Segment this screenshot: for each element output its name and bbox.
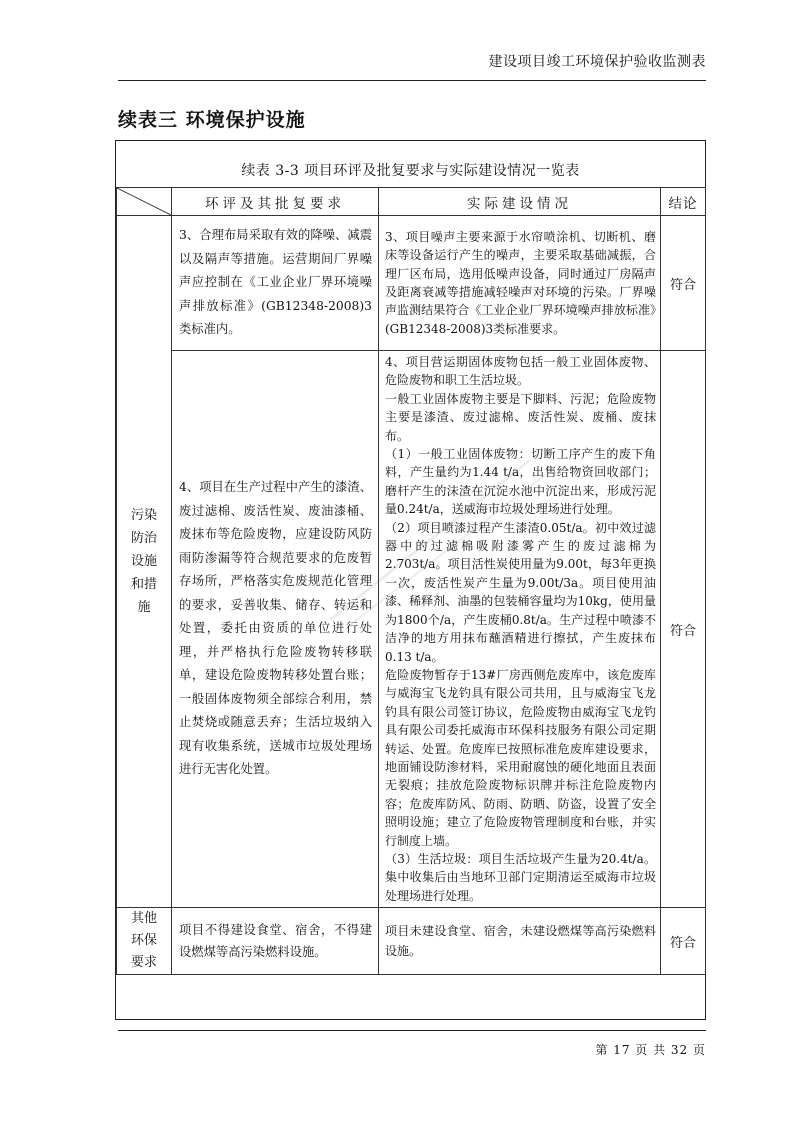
actual-cell: 项目未建设食堂、宿舍，未建设燃煤等高污染燃料设施。 [379, 908, 661, 975]
document-header: 建设项目竣工环境保护验收监测表 [488, 54, 706, 70]
footer-divider [118, 1030, 706, 1031]
category-cell-pollution [117, 216, 172, 908]
section-title: 续表三 环境保护设施 [118, 109, 306, 131]
requirements-table [116, 187, 706, 975]
actual-paragraph: （3）生活垃圾：项目生活垃圾产生量为20.4t/a。集中收集后由当地环卫部门定期清运至威海市垃圾处理场进行处理。 [385, 851, 656, 903]
diagonal-header-cell [117, 188, 172, 216]
requirement-cell: 项目不得建设食堂、宿舍，不得建设燃煤等高污染燃料设施。 [172, 908, 379, 975]
column-header-conclusion: 结论 [661, 188, 706, 216]
diagonal-line-icon [117, 188, 171, 215]
header-divider [118, 80, 706, 81]
category-label: 其他环保要求 [130, 911, 157, 971]
requirement-cell: 3、合理布局采取有效的降噪、减震以及隔声等措施。运营期间厂界噪声应控制在《工业企业厂界环境噪声排放标准》(GB12348-2008)3类标准内。 [172, 216, 379, 351]
actual-paragraph: 4、项目营运期固体废物包括一般工业固体废物、危险废物和职工生活垃圾。 [385, 355, 656, 388]
column-header-actual: 实际建设情况 [379, 188, 661, 216]
conclusion-cell: 符合 [661, 216, 706, 351]
table-header-row [117, 188, 706, 216]
table-caption: 续表 3-3 项目环评及批复要求与实际建设情况一览表 [241, 163, 580, 179]
category-cell-other [117, 908, 172, 975]
actual-paragraph: （1）一般工业固体废物：切断工序产生的废下角料，产生量约为1.44 t/a，出售给物资回收部门；磨杆产生的沫渣在沉淀水池中沉淀出来，形成污泥量0.24t/a，送威海市垃圾处理场进行处理。 [385, 447, 656, 517]
column-header-requirement: 环评及其批复要求 [172, 188, 379, 216]
page-number: 第 17 页 共 32 页 [595, 1043, 706, 1057]
requirement-cell: 4、项目在生产过程中产生的漆渣、废过滤棉、废活性炭、废油漆桶、废抹布等危险废物，应建设防风防雨防渗漏等符合规范要求的危废暂存场所，严格落实危废规范化管理的要求，妥善收集、储存、转运和处置，委托由资质的单位进行处理，并严格执行危险废物转移联单，建设危险废物转移处置台账；一般固体废物须全部综合利用，禁止焚烧或随意丢弃；生活垃圾纳入现有收集系统，送城市垃圾处理场进行无害化处置。 [172, 351, 379, 908]
conclusion-cell: 符合 [661, 908, 706, 975]
actual-paragraph: 一般工业固体废物主要是下脚料、污泥；危险废物主要是漆渣、废过滤棉、废活性炭、废桶、废抹布。 [385, 391, 656, 443]
table-row [117, 351, 706, 908]
table-row [117, 216, 706, 351]
actual-paragraph: 危险废物暂存于13#厂房西侧危废库中，该危废库与威海宝飞龙钓具有限公司共用，且与威海宝飞龙钓具有限公司签订协议，危险废物由威海宝飞龙钓具有限公司委托威海市环保科技服务有限公司定期转运、处置。危废库已按照标准危废库建设要求，地面铺设防渗材料，采用耐腐蚀的硬化地面且表面无裂痕；挂放危险废物标识牌并标注危险废物内容；危废库防风、防雨、防晒、防盗，设置了安全照明设施；建立了危险废物管理制度和台账，并实行制度上墙。 [385, 667, 656, 848]
conclusion-cell: 符合 [661, 351, 706, 908]
table-row [117, 908, 706, 975]
actual-cell: 3、项目噪声主要来源于水帘喷涂机、切断机、磨床等设备运行产生的噪声，主要采取基础减振，合理厂区布局，选用低噪声设备，同时通过厂房隔声及距离衰减等措施减轻噪声对环境的污染。厂界噪声监测结果符合《工业企业厂界环境噪声排放标准》(GB12348-2008)3类标准要求。 [379, 216, 661, 351]
actual-cell [379, 351, 661, 908]
category-label: 污染防治设施和措施 [131, 508, 158, 616]
actual-paragraph: （2）项目喷漆过程产生漆渣0.05t/a。初中效过滤器中的过滤棉吸附漆雾产生的废过滤棉为2.703t/a。项目活性炭使用量为9.00t，每3年更换一次，废活性炭产生量为9.00t/3a。项目使用油漆、稀释剂、油墨的包装桶容量均为10kg，使用量为1800个/a，产生废桶0.8t/a。生产过程中喷漆不洁净的地方用抹布蘸酒精进行擦拭，产生废抹布0.13 t/a。 [385, 520, 656, 664]
